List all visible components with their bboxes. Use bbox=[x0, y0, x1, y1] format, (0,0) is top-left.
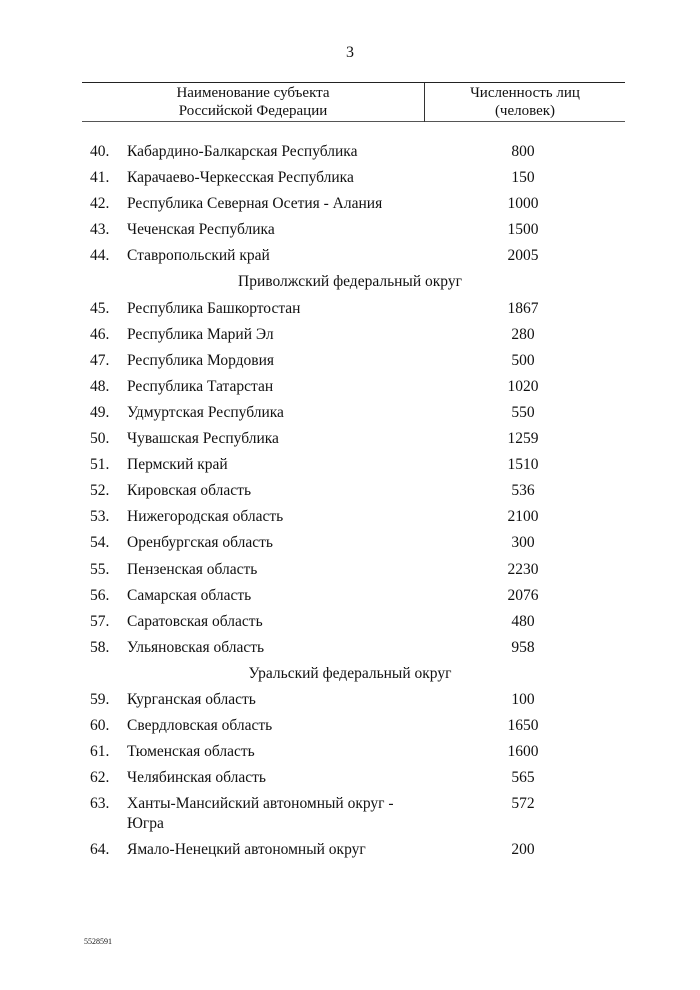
subject-name: Кабардино-Балкарская Республика bbox=[127, 143, 358, 160]
subject-name: Чеченская Республика bbox=[127, 221, 275, 239]
person-count: 1259 bbox=[507, 430, 539, 448]
subject-name: Кировская область bbox=[127, 482, 252, 500]
row-number: 40. bbox=[90, 143, 110, 160]
table-row bbox=[0, 191, 700, 217]
row-number: 57. bbox=[90, 612, 110, 630]
row-number: 53. bbox=[90, 508, 110, 526]
row-number: 46. bbox=[90, 325, 110, 343]
person-count: 1000 bbox=[507, 195, 539, 213]
row-number: 61. bbox=[90, 743, 110, 761]
table-row bbox=[0, 791, 700, 837]
row-number: 52. bbox=[90, 482, 110, 500]
row-number: 62. bbox=[90, 769, 110, 787]
subject-name: Оренбургская область bbox=[127, 534, 273, 552]
row-number: 59. bbox=[90, 690, 110, 708]
table-row bbox=[0, 296, 700, 322]
table-header bbox=[82, 82, 625, 122]
subject-name: Свердловская область bbox=[127, 717, 273, 735]
header-subject-line2: Российской Федерации bbox=[178, 103, 328, 119]
subject-name: Республика Марий Эл bbox=[127, 325, 274, 343]
table-row bbox=[0, 504, 700, 530]
person-count: 1867 bbox=[507, 299, 539, 317]
district-heading: Уральский федеральный округ bbox=[248, 664, 452, 682]
subject-name: Саратовская область bbox=[127, 612, 263, 630]
person-count: 150 bbox=[511, 169, 535, 187]
subject-name: Карачаево-Черкесская Республика bbox=[127, 169, 354, 187]
table-row bbox=[0, 583, 700, 609]
subject-name: Ханты-Мансийский автономный округ - Югра bbox=[127, 795, 394, 833]
table-row bbox=[0, 217, 700, 243]
table-row bbox=[0, 374, 700, 400]
person-count: 1510 bbox=[507, 456, 539, 474]
row-number: 51. bbox=[90, 456, 110, 474]
district-heading: Приволжский федеральный округ bbox=[238, 273, 462, 291]
header-subject-line1: Наименование субъекта bbox=[176, 85, 330, 101]
row-number: 44. bbox=[90, 247, 110, 265]
row-number: 42. bbox=[90, 195, 110, 213]
person-count: 2005 bbox=[507, 247, 539, 265]
header-count-column bbox=[425, 83, 625, 122]
table-row bbox=[0, 243, 700, 269]
row-number: 58. bbox=[90, 638, 110, 656]
subject-name: Республика Татарстан bbox=[127, 377, 274, 395]
subject-name: Ямало-Ненецкий автономный округ bbox=[127, 841, 366, 859]
subject-name: Нижегородская область bbox=[127, 508, 284, 526]
row-number: 55. bbox=[90, 560, 110, 578]
row-number: 49. bbox=[90, 403, 110, 421]
row-number: 60. bbox=[90, 717, 110, 735]
table-row bbox=[0, 713, 700, 739]
header-count-line2: (человек) bbox=[494, 103, 556, 119]
row-number: 45. bbox=[90, 299, 110, 317]
person-count: 480 bbox=[511, 612, 535, 630]
subject-name: Республика Мордовия bbox=[127, 351, 275, 369]
document-id: 5528591 bbox=[84, 937, 112, 946]
person-count: 100 bbox=[511, 690, 535, 708]
table-row bbox=[0, 322, 700, 348]
person-count: 800 bbox=[511, 143, 535, 160]
person-count: 2230 bbox=[507, 560, 539, 578]
header-count-line1: Численность лиц bbox=[470, 85, 580, 101]
subject-name: Ставропольский край bbox=[127, 247, 270, 265]
person-count: 1600 bbox=[507, 743, 539, 761]
subject-name: Республика Северная Осетия - Алания bbox=[127, 195, 383, 213]
table-row bbox=[0, 739, 700, 765]
row-number: 54. bbox=[90, 534, 110, 552]
row-number: 50. bbox=[90, 430, 110, 448]
subject-name: Пензенская область bbox=[127, 560, 258, 578]
table-row bbox=[0, 139, 700, 165]
header-subject-column bbox=[82, 83, 425, 122]
person-count: 2076 bbox=[507, 586, 539, 604]
subject-name: Курганская область bbox=[127, 690, 256, 708]
page-number: 3 bbox=[346, 44, 354, 61]
person-count: 1500 bbox=[507, 221, 539, 239]
person-count: 536 bbox=[511, 482, 535, 500]
table-body bbox=[0, 139, 700, 863]
row-number: 47. bbox=[90, 351, 110, 369]
table-row bbox=[0, 609, 700, 635]
table-row bbox=[0, 635, 700, 661]
table-row bbox=[0, 557, 700, 583]
table-row bbox=[0, 765, 700, 791]
subject-name: Республика Башкортостан bbox=[127, 299, 301, 317]
subject-name: Ульяновская область bbox=[127, 638, 265, 656]
subject-name: Пермский край bbox=[127, 456, 228, 474]
person-count: 565 bbox=[511, 769, 535, 787]
row-number: 64. bbox=[90, 841, 110, 859]
row-number: 56. bbox=[90, 586, 110, 604]
person-count: 200 bbox=[511, 841, 535, 859]
person-count: 500 bbox=[511, 351, 535, 369]
row-number: 41. bbox=[90, 169, 110, 187]
person-count: 2100 bbox=[507, 508, 539, 526]
row-number: 63. bbox=[90, 795, 110, 813]
table-row bbox=[0, 452, 700, 478]
subject-name: Тюменская область bbox=[127, 743, 255, 761]
subject-name: Челябинская область bbox=[127, 769, 266, 787]
table-row bbox=[0, 426, 700, 452]
table-row bbox=[0, 165, 700, 191]
person-count: 572 bbox=[511, 795, 535, 813]
row-number: 43. bbox=[90, 221, 110, 239]
person-count: 1020 bbox=[507, 377, 539, 395]
table-row bbox=[0, 530, 700, 556]
row-number: 48. bbox=[90, 377, 110, 395]
person-count: 300 bbox=[511, 534, 535, 552]
subject-name: Самарская область bbox=[127, 586, 252, 604]
table-row bbox=[0, 687, 700, 713]
subject-name: Чувашская Республика bbox=[127, 430, 279, 448]
table-row bbox=[0, 400, 700, 426]
person-count: 550 bbox=[511, 403, 535, 421]
person-count: 1650 bbox=[507, 717, 539, 735]
table-row bbox=[0, 348, 700, 374]
table-row bbox=[0, 837, 700, 863]
person-count: 280 bbox=[511, 325, 535, 343]
subject-name: Удмуртская Республика bbox=[127, 403, 284, 421]
person-count: 958 bbox=[511, 638, 535, 656]
table-row bbox=[0, 478, 700, 504]
